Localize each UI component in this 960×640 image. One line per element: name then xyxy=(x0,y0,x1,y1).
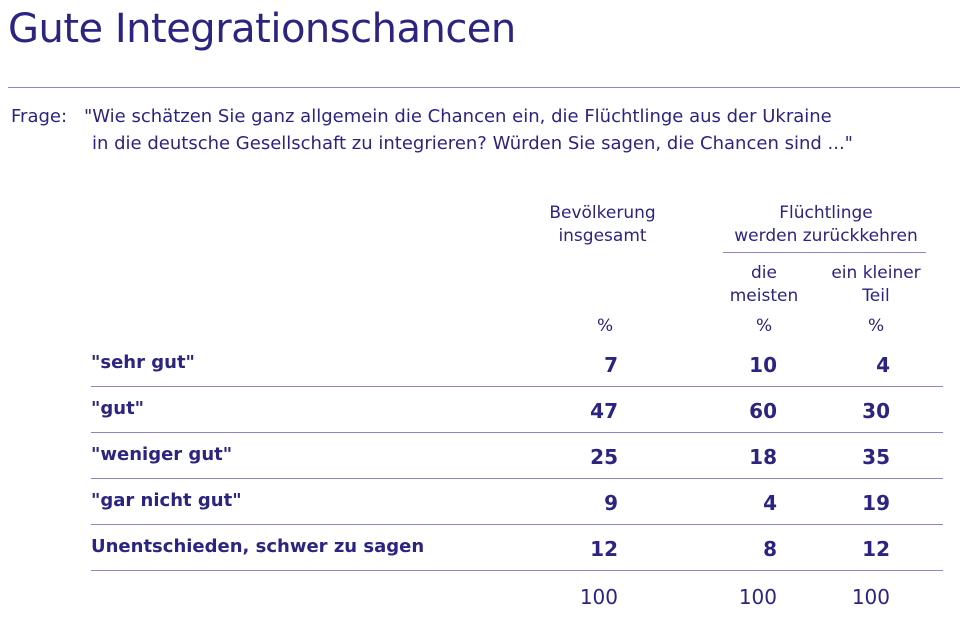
total-value: 100 xyxy=(579,585,618,609)
column-header-line: meisten xyxy=(729,286,799,306)
cell-value: 10 xyxy=(749,353,777,377)
row-divider xyxy=(91,524,943,525)
table-row xyxy=(0,398,960,448)
column-header-line: Teil xyxy=(862,286,890,306)
cell-value: 47 xyxy=(590,399,618,423)
column-header-meisten xyxy=(712,262,816,308)
row-label: "sehr gut" xyxy=(91,352,195,373)
row-label: "gut" xyxy=(91,398,145,419)
total-value: 100 xyxy=(738,585,777,609)
cell-value: 7 xyxy=(604,353,618,377)
header-group-divider xyxy=(723,252,926,253)
column-header-line: Flüchtlinge xyxy=(779,203,873,223)
unit-label: % xyxy=(756,316,773,336)
row-label: "weniger gut" xyxy=(91,444,233,465)
cell-value: 4 xyxy=(876,353,890,377)
row-divider xyxy=(91,570,943,571)
question-text-line-2: in die deutsche Gesellschaft zu integrieren? Würden Sie sagen, die Chancen sind ..." xyxy=(92,133,853,154)
page-title: Gute Integrationschancen xyxy=(8,6,516,52)
column-header-line: ein kleiner xyxy=(831,263,921,283)
title-divider xyxy=(8,87,960,88)
cell-value: 35 xyxy=(862,445,890,469)
cell-value: 18 xyxy=(749,445,777,469)
row-label: "gar nicht gut" xyxy=(91,490,242,511)
row-divider xyxy=(91,478,943,479)
table-row xyxy=(0,490,960,540)
cell-value: 12 xyxy=(862,537,890,561)
row-label: Unentschieden, schwer zu sagen xyxy=(91,536,425,557)
column-header-bevoelkerung xyxy=(520,202,685,248)
total-value: 100 xyxy=(851,585,890,609)
column-header-fluechtlinge xyxy=(716,202,936,248)
table-row xyxy=(0,536,960,586)
column-header-line: die xyxy=(751,263,777,283)
cell-value: 30 xyxy=(862,399,890,423)
row-divider xyxy=(91,432,943,433)
table-row xyxy=(0,352,960,402)
question-label: Frage: xyxy=(11,106,68,127)
column-header-kleiner-teil xyxy=(820,262,932,308)
cell-value: 25 xyxy=(590,445,618,469)
cell-value: 8 xyxy=(763,537,777,561)
cell-value: 9 xyxy=(604,491,618,515)
row-divider xyxy=(91,386,943,387)
column-header-line: werden zurückkehren xyxy=(734,226,918,246)
unit-label: % xyxy=(868,316,885,336)
column-header-line: Bevölkerung xyxy=(549,203,656,223)
cell-value: 19 xyxy=(862,491,890,515)
table-row xyxy=(0,444,960,494)
cell-value: 12 xyxy=(590,537,618,561)
column-header-line: insgesamt xyxy=(558,226,647,246)
unit-label: % xyxy=(597,316,614,336)
cell-value: 60 xyxy=(749,399,777,423)
question-text-line-1: "Wie schätzen Sie ganz allgemein die Chancen ein, die Flüchtlinge aus der Ukraine xyxy=(84,106,832,127)
cell-value: 4 xyxy=(763,491,777,515)
